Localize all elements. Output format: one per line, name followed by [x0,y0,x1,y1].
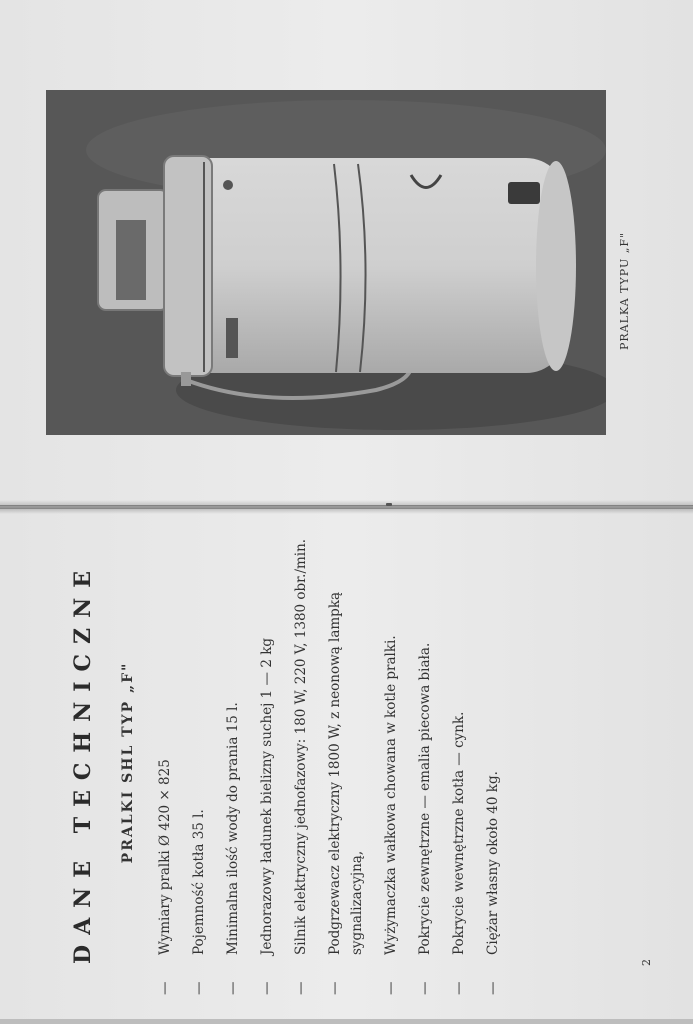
spec-item [482,530,504,995]
spec-item [414,530,436,995]
dash: — [327,981,343,995]
spec-text: Pojemność kotła 35 l. [191,809,207,955]
washing-machine-illustration [46,90,606,435]
staple [386,503,392,506]
dash: — [451,981,467,995]
photo-caption: PRALKA TYPU „F" [618,231,631,350]
section-subtitle: PRALKI SHL TYP „F" [120,661,136,864]
spec-text: Silnik elektryczny jednofazowy: 180 W, 220 V, 1380 obr./min. [293,538,309,955]
spec-item [290,530,312,995]
spec-item [448,530,470,995]
spec-item [222,530,244,995]
page-number: 2 [640,959,653,966]
dash: — [259,981,275,995]
spec-text: Podgrzewacz elektryczny 1800 W, z neonową lampką sygnalizacyjną, [327,591,365,955]
dash: — [157,981,173,995]
dash: — [225,981,241,995]
spec-text: Wymiary pralki Ø 420 × 825 [157,759,173,955]
spec-list [154,530,504,995]
spec-text: Jednorazowy ładunek bielizny suchej 1 — 2 kg [259,637,275,955]
dash: — [485,981,501,995]
booklet-fold [0,500,693,514]
washing-machine-photo [46,90,606,435]
dash: — [417,981,433,995]
spec-item [188,530,210,995]
section-title: DANE TECHNICZNE [70,561,96,964]
spec-text: Wyżymaczka wałkowa chowana w kotle pralki. [383,635,399,955]
spec-text: Pokrycie wewnętrzne kotła — cynk. [451,711,467,955]
technical-data-section [70,530,516,995]
dash: — [293,981,309,995]
spec-text: Ciężar własny około 40 kg. [485,771,501,955]
dash: — [191,981,207,995]
spec-item [324,530,368,995]
spec-item [154,530,176,995]
spec-text: Minimalna ilość wody do prania 15 l. [225,702,241,955]
spec-item [380,530,402,995]
dash: — [383,981,399,995]
spec-item [256,530,278,995]
spec-text: Pokrycie zewnętrzne — emalia piecowa biała. [417,642,433,955]
